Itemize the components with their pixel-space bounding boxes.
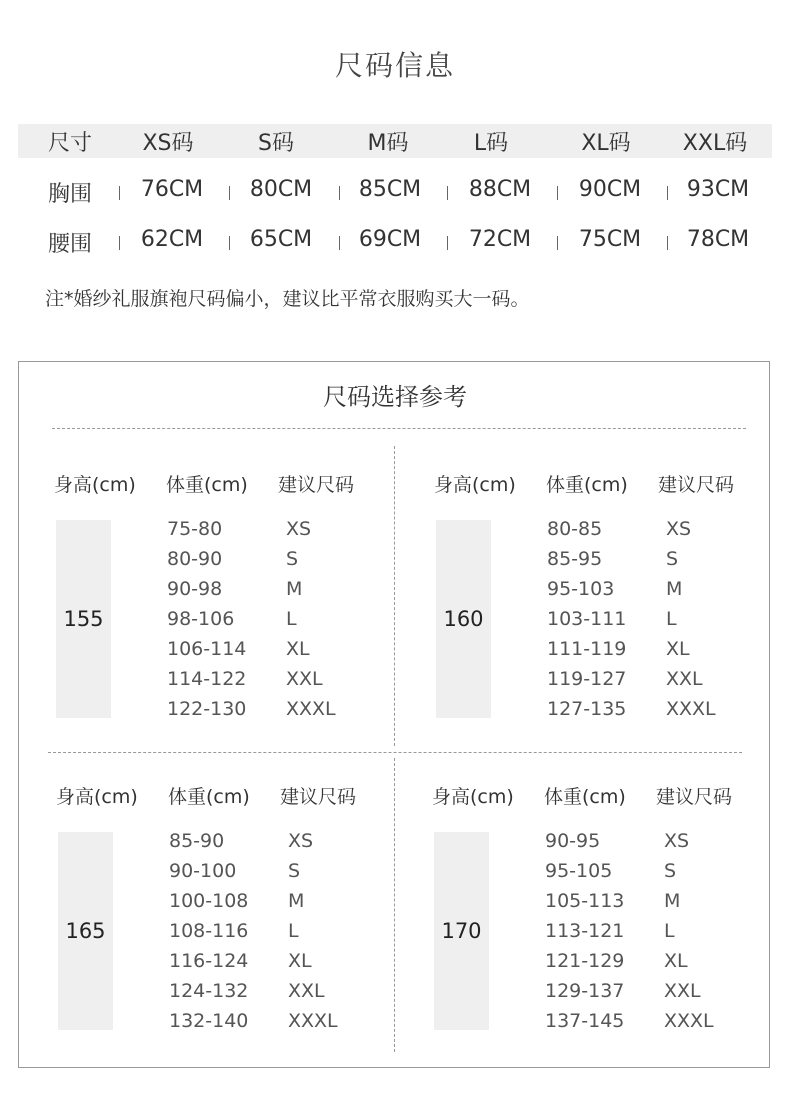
suggested-size: M: [666, 578, 683, 600]
height-value: 170: [441, 919, 482, 943]
divider-vertical-top: [394, 446, 395, 746]
size-header-cell: M码: [367, 131, 409, 156]
suggested-size: M: [664, 890, 681, 912]
column-separator: [447, 236, 448, 250]
weight-range: 111-119: [547, 638, 627, 660]
suggested-size: S: [664, 860, 677, 882]
measurement-value: 90CM: [578, 177, 642, 202]
weight-range: 114-122: [167, 668, 247, 690]
weight-range: 124-132: [169, 980, 249, 1002]
measurement-value: 72CM: [468, 227, 532, 252]
height-value-box: [436, 520, 491, 718]
weight-range: 137-145: [545, 1010, 625, 1032]
suggested-size: S: [666, 548, 679, 570]
size-note: 注*婚纱礼服旗袍尺码偏小，建议比平常衣服购买大一码。: [45, 288, 530, 310]
suggested-size: L: [666, 608, 677, 630]
weight-range: 119-127: [547, 668, 627, 690]
suggested-size: XXL: [666, 668, 703, 690]
height-value: 155: [63, 607, 104, 631]
weight-range: 85-95: [547, 548, 603, 570]
measurement-value: 78CM: [686, 227, 750, 252]
weight-range: 108-116: [169, 920, 249, 942]
column-separator: [667, 236, 668, 250]
suggested-size: XXL: [286, 668, 323, 690]
weight-range: 95-103: [547, 578, 615, 600]
weight-range: 90-100: [169, 860, 237, 882]
col-header-size: 建议尺码: [656, 786, 733, 808]
weight-range: 75-80: [167, 518, 223, 540]
suggested-size: M: [286, 578, 303, 600]
suggested-size: M: [288, 890, 305, 912]
measurement-value: 93CM: [686, 177, 750, 202]
column-separator: [557, 186, 558, 200]
measurement-label: 胸围: [47, 182, 92, 207]
weight-range: 98-106: [167, 608, 235, 630]
suggested-size: XXXL: [666, 698, 716, 720]
column-separator: [229, 236, 230, 250]
column-separator: [557, 236, 558, 250]
suggested-size: XL: [288, 950, 312, 972]
size-header-label: 尺寸: [47, 131, 92, 156]
suggested-size: XS: [666, 518, 692, 540]
weight-range: 80-85: [547, 518, 603, 540]
suggested-size: L: [286, 608, 297, 630]
weight-range: 95-105: [545, 860, 613, 882]
measurement-value: 76CM: [140, 177, 204, 202]
suggested-size: XXXL: [664, 1010, 714, 1032]
size-header-cell: XS码: [142, 131, 194, 156]
suggested-size: S: [286, 548, 299, 570]
column-separator: [339, 236, 340, 250]
height-value-box: [56, 520, 111, 718]
col-header-weight: 体重(cm): [168, 786, 250, 808]
size-header-cell: S码: [258, 131, 294, 156]
col-header-height: 身高(cm): [432, 786, 514, 808]
height-value: 160: [443, 607, 484, 631]
col-header-weight: 体重(cm): [546, 474, 628, 496]
height-value: 165: [65, 919, 106, 943]
weight-range: 90-95: [545, 830, 601, 852]
weight-range: 106-114: [167, 638, 247, 660]
measurement-value: 65CM: [249, 227, 313, 252]
suggested-size: XXXL: [288, 1010, 338, 1032]
divider-top: [52, 428, 746, 429]
col-header-height: 身高(cm): [54, 474, 136, 496]
measurement-value: 62CM: [140, 227, 204, 252]
weight-range: 103-111: [547, 608, 627, 630]
suggested-size: L: [288, 920, 299, 942]
suggested-size: S: [288, 860, 301, 882]
page-title: 尺码信息: [334, 49, 455, 82]
suggested-size: XL: [666, 638, 690, 660]
divider-middle: [48, 752, 742, 753]
height-value-box: [58, 832, 113, 1030]
column-separator: [229, 186, 230, 200]
column-separator: [447, 186, 448, 200]
col-header-weight: 体重(cm): [166, 474, 248, 496]
weight-range: 85-90: [169, 830, 225, 852]
column-separator: [119, 236, 120, 250]
column-separator: [339, 186, 340, 200]
weight-range: 90-98: [167, 578, 223, 600]
col-header-height: 身高(cm): [434, 474, 516, 496]
measurement-value: 69CM: [358, 227, 422, 252]
measurement-value: 75CM: [578, 227, 642, 252]
measurement-label: 腰围: [47, 232, 92, 257]
weight-range: 132-140: [169, 1010, 249, 1032]
suggested-size: XL: [286, 638, 310, 660]
weight-range: 113-121: [545, 920, 625, 942]
weight-range: 100-108: [169, 890, 249, 912]
weight-range: 116-124: [169, 950, 249, 972]
reference-title: 尺码选择参考: [323, 383, 467, 411]
column-separator: [667, 186, 668, 200]
suggested-size: XXXL: [286, 698, 336, 720]
suggested-size: XS: [288, 830, 314, 852]
divider-vertical-bottom: [394, 758, 395, 1052]
suggested-size: L: [664, 920, 675, 942]
measurement-value: 85CM: [358, 177, 422, 202]
col-header-weight: 体重(cm): [544, 786, 626, 808]
size-header-cell: XL码: [581, 131, 631, 156]
weight-range: 122-130: [167, 698, 247, 720]
col-header-size: 建议尺码: [280, 786, 357, 808]
size-header-cell: L码: [473, 131, 509, 156]
suggested-size: XXL: [664, 980, 701, 1002]
weight-range: 105-113: [545, 890, 625, 912]
weight-range: 80-90: [167, 548, 223, 570]
col-header-size: 建议尺码: [278, 474, 355, 496]
suggested-size: XL: [664, 950, 688, 972]
suggested-size: XS: [286, 518, 312, 540]
column-separator: [119, 186, 120, 200]
suggested-size: XXL: [288, 980, 325, 1002]
height-value-box: [434, 832, 489, 1030]
suggested-size: XS: [664, 830, 690, 852]
size-header-cell: XXL码: [682, 131, 748, 156]
measurement-value: 80CM: [249, 177, 313, 202]
measurement-value: 88CM: [468, 177, 532, 202]
weight-range: 127-135: [547, 698, 627, 720]
weight-range: 121-129: [545, 950, 625, 972]
col-header-size: 建议尺码: [658, 474, 735, 496]
weight-range: 129-137: [545, 980, 625, 1002]
col-header-height: 身高(cm): [56, 786, 138, 808]
